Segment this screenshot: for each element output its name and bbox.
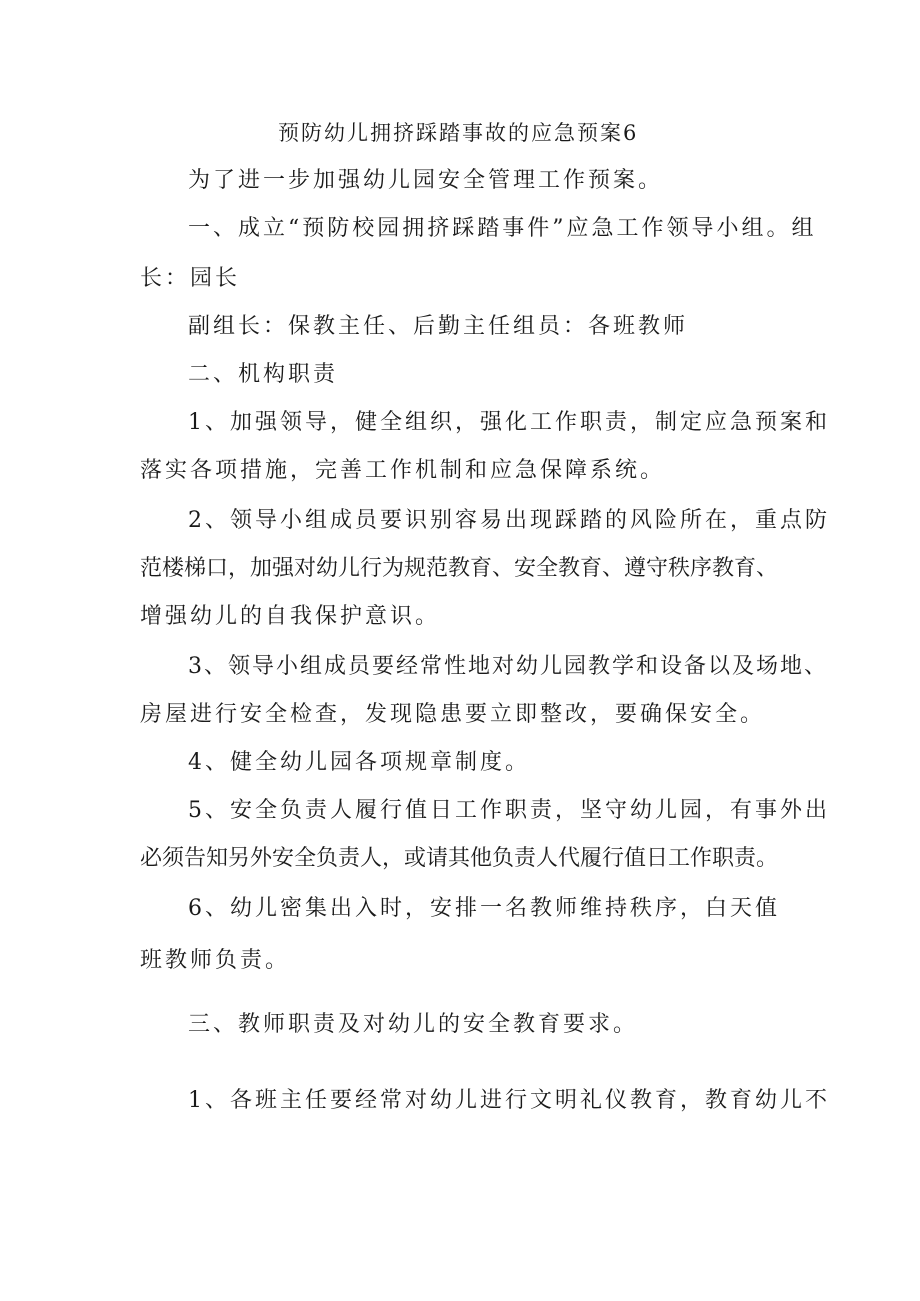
item-2-1-line-2: 落实各项措施，完善工作机制和应急保障系统。 xyxy=(140,458,666,483)
section-2-heading: 二、机构职责 xyxy=(188,362,339,387)
item-3-1-line-1: 1、各班主任要经常对幼儿进行文明礼仪教育，教育幼儿不 xyxy=(188,1088,830,1113)
item-2-5-line-1: 5、安全负责人履行值日工作职责，坚守幼儿园，有事外出 xyxy=(188,798,830,823)
section-1-heading-line-2: 长：园长 xyxy=(140,266,241,291)
section-1-heading-line-1: 一、成立“预防校园拥挤踩踏事件”应急工作领导小组。组 xyxy=(188,216,817,241)
paragraph-intro: 为了进一步加强幼儿园安全管理工作预案。 xyxy=(188,168,664,193)
paragraph-deputy-leaders: 副组长：保教主任、后勤主任组员：各班教师 xyxy=(188,314,689,339)
section-3-heading: 三、教师职责及对幼儿的安全教育要求。 xyxy=(188,1012,639,1037)
item-2-4: 4、健全幼儿园各项规章制度。 xyxy=(188,750,530,775)
item-2-2-line-2: 范楼梯口，加强对幼儿行为规范教育、安全教育、遵守秩序教育、 xyxy=(140,556,779,581)
item-2-2-line-1: 2、领导小组成员要识别容易出现踩踏的风险所在，重点防 xyxy=(188,508,830,533)
item-2-1-line-1: 1、加强领导，健全组织，强化工作职责，制定应急预案和 xyxy=(188,410,830,435)
item-2-5-line-2: 必须告知另外安全负责人，或请其他负责人代履行值日工作职责。 xyxy=(140,846,779,871)
item-2-3-line-2: 房屋进行安全检查，发现隐患要立即整改，要确保安全。 xyxy=(140,702,766,727)
item-2-6-line-2: 班教师负责。 xyxy=(140,948,291,973)
item-2-2-line-3: 增强幼儿的自我保护意识。 xyxy=(140,604,441,629)
item-2-6-line-1: 6、幼儿密集出入时，安排一名教师维持秩序，白天值 xyxy=(188,896,780,921)
item-2-3-line-1: 3、领导小组成员要经常性地对幼儿园教学和设备以及场地、 xyxy=(188,654,828,679)
document-title: 预防幼儿拥挤踩踏事故的应急预案6 xyxy=(278,121,639,145)
